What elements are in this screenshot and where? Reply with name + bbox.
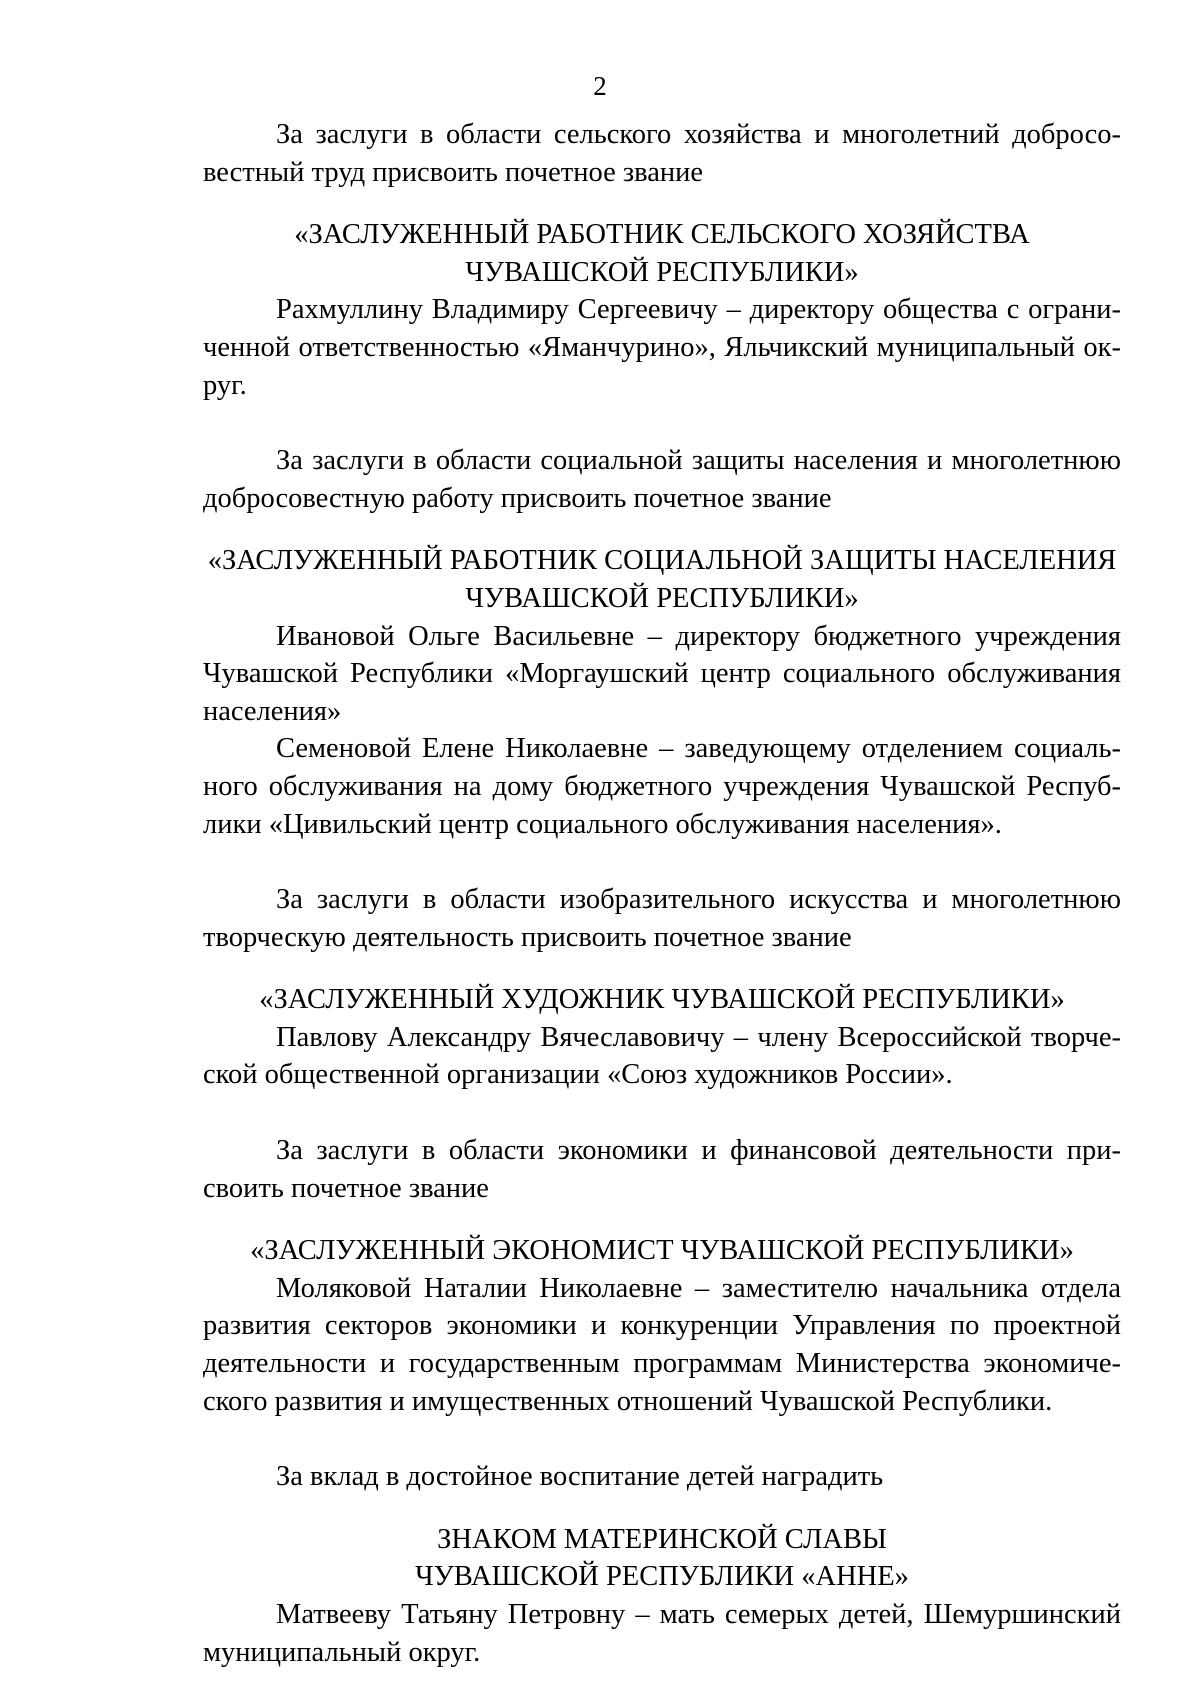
award-recipient: Моляковой Наталии Николаевне – заместителю начальника отдела развития секторов экономики и конкуренции Управления по проектной деятельности и государственным программам Министерства экономического развития и имущественных отношений Чувашской Республики. bbox=[203, 1272, 1121, 1417]
award-section bbox=[203, 116, 1121, 404]
award-recipient: Ивановой Ольге Васильевне – директору бюджетного учреждения Чувашской Республики «Моргаушский центр социального обслуживания населения» bbox=[203, 620, 1121, 727]
award-title bbox=[203, 542, 1121, 617]
award-intro: За заслуги в области экономики и финансовой деятельности присвоить почетное звание bbox=[203, 1135, 1121, 1204]
award-section bbox=[203, 881, 1121, 1094]
award-recipient: Рахмуллину Владимиру Сергеевичу – директору общества с ограниченной ответственностью «Яманчурино», Яльчикский муниципальный округ. bbox=[203, 294, 1121, 401]
award-intro: За заслуги в области сельского хозяйства и многолетний добросовестный труд присвоить почетное звание bbox=[203, 119, 1121, 188]
award-section bbox=[203, 1132, 1121, 1420]
award-recipient: Матвееву Татьяну Петровну – мать семерых детей, Шемуршинский муниципальный округ. bbox=[203, 1599, 1121, 1668]
award-intro: За заслуги в области изобразительного искусства и многолетнюю творческую деятельность присвоить почетное звание bbox=[203, 884, 1121, 953]
award-intro: За заслуги в области социальной защиты населения и многолетнюю добросовестную работу присвоить почетное звание bbox=[203, 445, 1121, 514]
award-title-line: ЧУВАШСКОЙ РЕСПУБЛИКИ» bbox=[465, 256, 859, 288]
award-title-line: ЧУВАШСКОЙ РЕСПУБЛИКИ» bbox=[465, 582, 859, 614]
award-title bbox=[203, 216, 1121, 291]
award-section bbox=[203, 1458, 1121, 1671]
page-number: 2 bbox=[593, 71, 607, 101]
award-title bbox=[203, 981, 1121, 1019]
award-title-line: «ЗАСЛУЖЕННЫЙ РАБОТНИК СОЦИАЛЬНОЙ ЗАЩИТЫ НАСЕЛЕНИЯ bbox=[207, 545, 1117, 577]
award-recipient: Павлову Александру Вячеславовичу – члену Всероссийской творческой общественной организации «Союз художников России». bbox=[203, 1021, 1121, 1091]
award-title-line: ЗНАКОМ МАТЕРИНСКОЙ СЛАВЫ bbox=[437, 1523, 887, 1555]
award-section bbox=[203, 442, 1121, 843]
award-title bbox=[203, 1232, 1121, 1270]
award-title-line: ЧУВАШСКОЙ РЕСПУБЛИКИ «АННЕ» bbox=[415, 1561, 909, 1593]
award-title-line: «ЗАСЛУЖЕННЫЙ РАБОТНИК СЕЛЬСКОГО ХОЗЯЙСТВА bbox=[294, 219, 1030, 251]
award-title bbox=[203, 1521, 1121, 1596]
document-body bbox=[203, 116, 1121, 1671]
award-title-line: «ЗАСЛУЖЕННЫЙ ЭКОНОМИСТ ЧУВАШСКОЙ РЕСПУБЛИКИ» bbox=[250, 1235, 1074, 1267]
award-title-line: «ЗАСЛУЖЕННЫЙ ХУДОЖНИК ЧУВАШСКОЙ РЕСПУБЛИКИ» bbox=[259, 984, 1065, 1016]
award-intro: За вклад в достойное воспитание детей наградить bbox=[276, 1461, 884, 1493]
award-recipient: Семеновой Елене Николаевне – заведующему отделением социального обслуживания на дому бюджетного учреждения Чувашской Республики «Цивильский центр социального обслуживания населения». bbox=[203, 733, 1121, 840]
